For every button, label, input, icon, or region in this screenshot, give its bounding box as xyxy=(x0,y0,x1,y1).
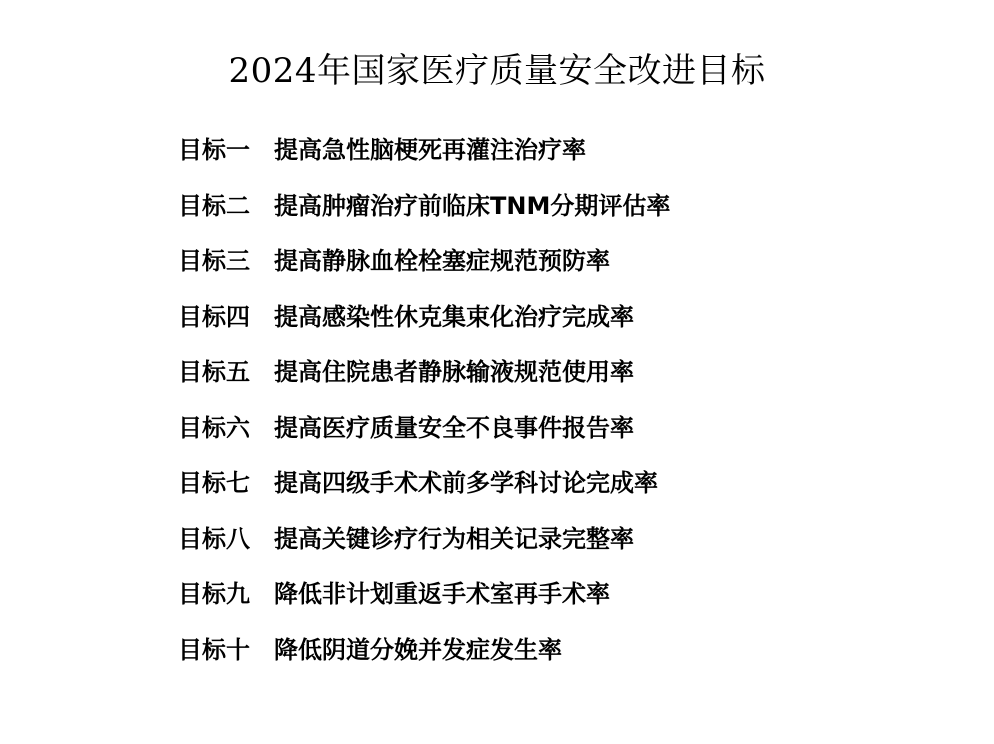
document-title: 2024年国家医疗质量安全改进目标 xyxy=(228,50,766,91)
goal-text: 提高急性脑梗死再灌注治疗率 xyxy=(274,136,586,164)
goal-label: 目标六 xyxy=(178,413,250,442)
goal-list xyxy=(178,128,938,683)
goal-text: 降低非计划重返手术室再手术率 xyxy=(274,580,610,608)
goal-item-7 xyxy=(178,461,938,517)
goal-text: 提高四级手术术前多学科讨论完成率 xyxy=(274,469,658,497)
goal-text: 降低阴道分娩并发症发生率 xyxy=(274,635,562,664)
goal-label: 目标一 xyxy=(178,136,250,164)
goal-item-2 xyxy=(178,184,938,240)
goal-text: 提高医疗质量安全不良事件报告率 xyxy=(274,413,634,442)
goal-label: 目标二 xyxy=(178,191,250,220)
goal-text: 提高感染性休克集束化治疗完成率 xyxy=(274,302,634,331)
goal-label: 目标三 xyxy=(178,247,250,275)
goal-item-5 xyxy=(178,350,938,406)
goal-label: 目标四 xyxy=(178,302,250,331)
goal-label: 目标十 xyxy=(178,635,250,664)
goal-label: 目标九 xyxy=(178,580,250,608)
goal-item-1 xyxy=(178,128,938,184)
goal-item-6 xyxy=(178,406,938,462)
goal-item-4 xyxy=(178,295,938,351)
goal-item-10 xyxy=(178,628,938,684)
goal-item-3 xyxy=(178,239,938,295)
goal-label: 目标七 xyxy=(178,469,250,497)
goal-text: 提高关键诊疗行为相关记录完整率 xyxy=(274,524,634,553)
goal-label: 目标八 xyxy=(178,524,250,553)
goal-text: 提高肿瘤治疗前临床TNM分期评估率 xyxy=(274,191,671,220)
goal-item-9 xyxy=(178,572,938,628)
goal-item-8 xyxy=(178,517,938,573)
goal-label: 目标五 xyxy=(178,358,250,386)
goal-text: 提高静脉血栓栓塞症规范预防率 xyxy=(274,247,610,275)
goal-text: 提高住院患者静脉输液规范使用率 xyxy=(274,358,634,386)
